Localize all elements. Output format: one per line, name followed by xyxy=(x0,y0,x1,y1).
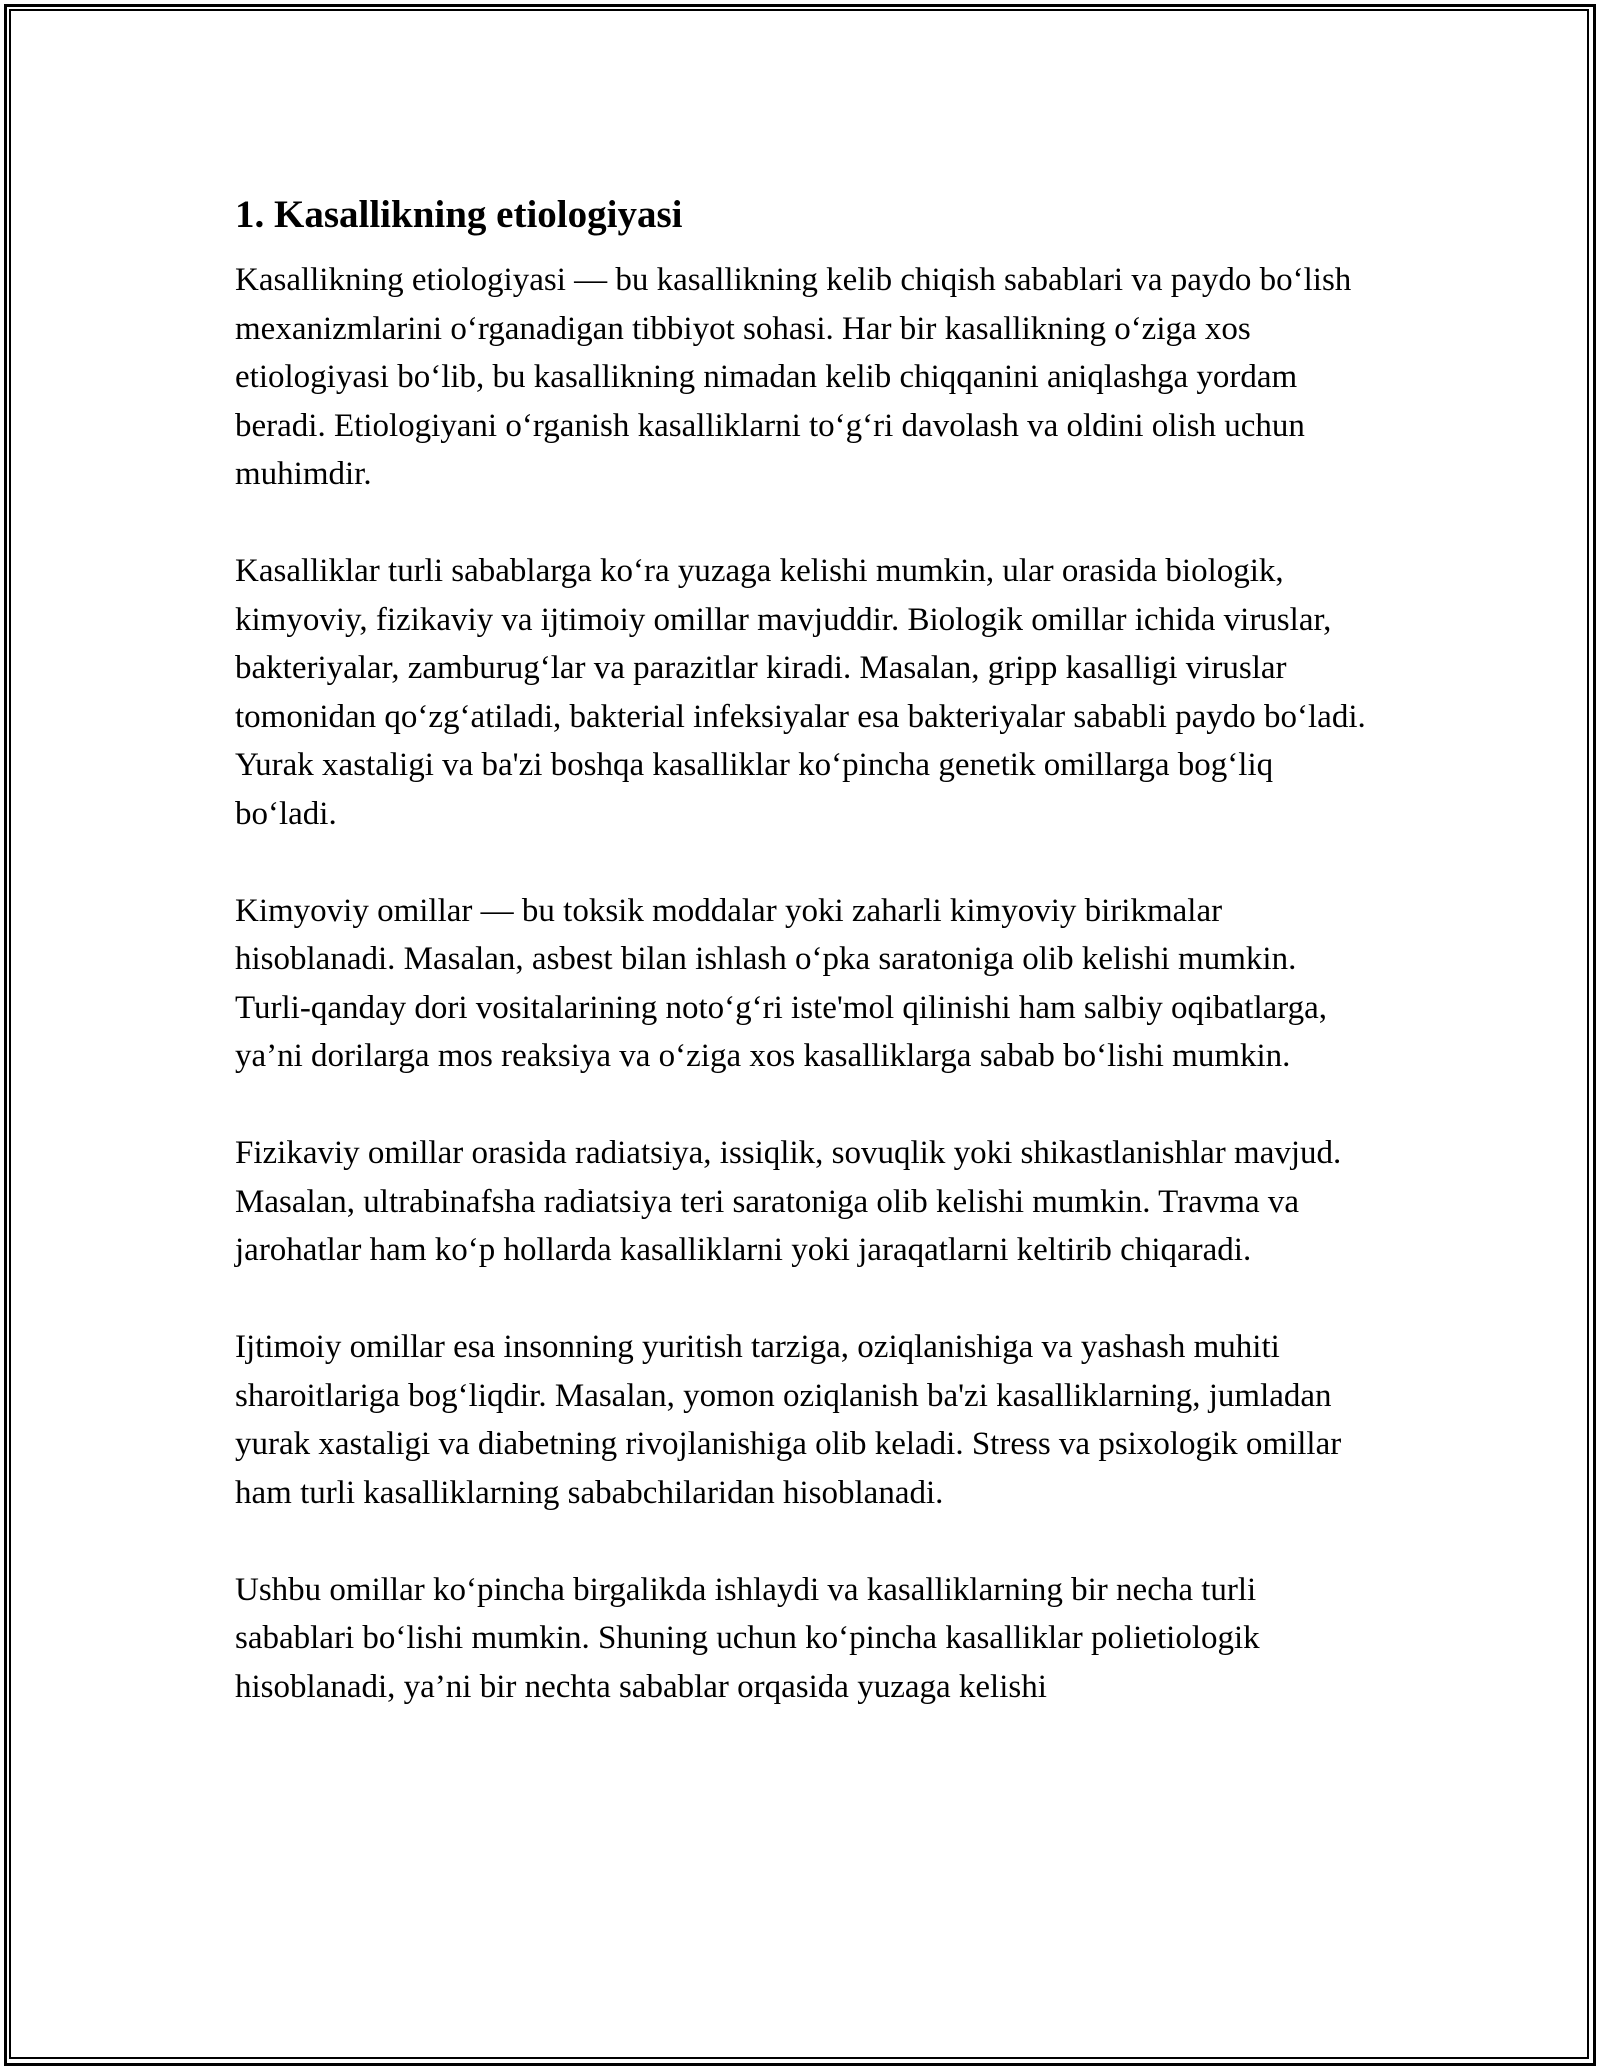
paragraph-chemical-factors: Kimyoviy omillar — bu toksik moddalar yoki zaharli kimyoviy birikmalar hisoblanadi. Masalan, asbest bilan ishlash o‘pka saratoniga olib kelishi mumkin. Turli-qanday dori vositalarining noto‘g‘ri iste'mol qilinishi ham salbiy oqibatlarga, ya’ni dorilarga mos reaksiya va o‘ziga xos kasalliklarga sabab bo‘lishi mumkin. xyxy=(235,892,1328,1074)
paragraph-definition: Kasallikning etiologiyasi — bu kasallikning kelib chiqish sabablari va paydo bo‘lish mexanizmlarini o‘rganadigan tibbiyot sohasi. Har bir kasallikning o‘ziga xos etiologiyasi bo‘lib, bu kasallikning nimadan kelib chiqqanini aniqlashga yordam beradi. Etiologiyani o‘rganish kasalliklarni to‘g‘ri davolash va oldini olish uchun muhimdir. xyxy=(235,262,1352,492)
paragraph-combined-factors: Ushbu omillar ko‘pincha birgalikda ishlaydi va kasalliklarning bir necha turli sabablari bo‘lishi mumkin. Shuning uchun ko‘pincha kasalliklar polietiologik hisoblanadi, ya’ni bir nechta sabablar orqasida yuzaga kelishi xyxy=(235,1571,1260,1705)
paragraph-social-factors: Ijtimoiy omillar esa insonning yuritish tarziga, oziqlanishiga va yashash muhiti sharoitlariga bog‘liqdir. Masalan, yomon oziqlanish ba'zi kasalliklarning, jumladan yurak xastaligi va diabetning rivojlanishiga olib keladi. Stress va psixologik omillar ham turli kasalliklarning sababchilaridan hisoblanadi. xyxy=(235,1329,1342,1511)
document-body xyxy=(235,186,1375,1711)
paragraph-biological-factors: Kasalliklar turli sabablarga ko‘ra yuzaga kelishi mumkin, ular orasida biologik, kimyoviy, fizikaviy va ijtimoiy omillar mavjuddir. Biologik omillar ichida viruslar, bakteriyalar, zamburug‘lar va parazitlar kiradi. Masalan, gripp kasalligi viruslar tomonidan qo‘zg‘atiladi, bakterial infeksiyalar esa bakteriyalar sababli paydo bo‘ladi. Yurak xastaligi va ba'zi boshqa kasalliklar ko‘pincha genetik omillarga bog‘liq bo‘ladi. xyxy=(235,553,1366,832)
paragraph-physical-factors: Fizikaviy omillar orasida radiatsiya, issiqlik, sovuqlik yoki shikastlanishlar mavjud. Masalan, ultrabinafsha radiatsiya teri saratoniga olib kelishi mumkin. Travma va jarohatlar ham ko‘p hollarda kasalliklarni yoki jaraqatlarni keltirib chiqaradi. xyxy=(235,1135,1342,1268)
section-heading: 1. Kasallikning etiologiyasi xyxy=(235,193,683,236)
